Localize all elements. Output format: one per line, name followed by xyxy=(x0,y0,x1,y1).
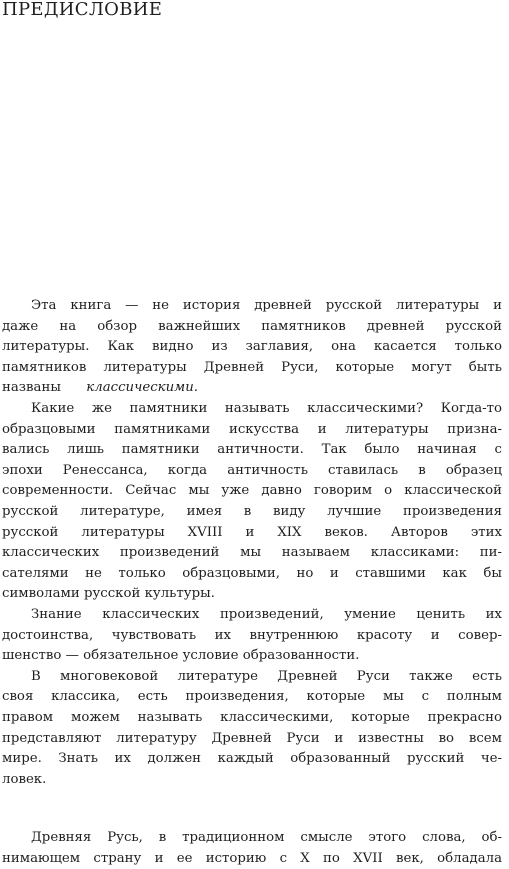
paragraph-2-line-2: образцовыми памятниками искусства и литературы призна- xyxy=(2,421,502,437)
paragraph-4-line-6: ловек. xyxy=(2,771,47,787)
paragraph-4-line-2: своя классика, есть произведения, которые мы с полным xyxy=(2,689,502,705)
paragraph-2-line-1: Какие же памятники называть классическими? Когда-то xyxy=(31,401,502,416)
paragraph-5-line-2: нимающем страну и ее историю с X по XVII век, обладала xyxy=(2,851,502,866)
paragraph-4-line-1: В многовековой литературе Древней Руси также есть xyxy=(31,668,502,684)
paragraph-3-line-1: Знание классических произведений, умение ценить их xyxy=(31,607,502,622)
paragraph-2-line-7: русской литературы XVIII и XIX веков. Авторов этих xyxy=(2,524,502,540)
paragraph-1-line-3: литературы. Как видно из заглавия, она касается только xyxy=(2,339,502,355)
paragraph-2-line-9: сателями не только образцовыми, но и ставшими как бы xyxy=(2,565,502,581)
paragraph-1-line-5 xyxy=(2,378,502,398)
paragraph-4-line-4: представляют литературу Древней Руси и известны во всем xyxy=(2,730,502,746)
paragraph-3-line-3: шенство — обязательное условие образованности. xyxy=(2,648,360,664)
paragraph-2-line-6: русской литературе, имея в виду лучшие произведения xyxy=(2,504,502,519)
paragraph-1-line-4: памятников литературы Древней Руси, которые могут быть xyxy=(2,359,502,375)
paragraph-2-line-3: вались лишь памятники античности. Так было начиная с xyxy=(2,442,502,458)
paragraph-2-line-4: эпохи Ренессанса, когда античность ставилась в образец xyxy=(2,462,502,478)
emphasized-word: классическими. xyxy=(86,380,198,396)
paragraph-4-line-3: правом можем называть классическими, которые прекрасно xyxy=(2,710,502,725)
paragraph-1-line-5-prefix: названы xyxy=(2,380,61,396)
paragraph-2-line-10: символами русской культуры. xyxy=(2,586,215,602)
paragraph-5-line-1: Древняя Русь, в традиционном смысле этого слова, об- xyxy=(31,830,502,846)
paragraph-4-line-5: мире. Знать их должен каждый образованный русский че- xyxy=(2,751,502,767)
paragraph-3-line-2: достоинства, чувствовать их внутреннюю красоту и совер- xyxy=(2,627,502,643)
paragraph-2-line-8: классических произведений мы называем классиками: пи- xyxy=(2,545,502,561)
paragraph-1-line-1: Эта книга — не история древней русской литературы и xyxy=(31,298,502,313)
page-heading: ПРЕДИСЛОВИЕ xyxy=(2,0,163,20)
paragraph-1-line-2: даже на обзор важнейших памятников древней русской xyxy=(2,318,502,334)
paragraph-2-line-5: современности. Сейчас мы уже давно говорим о классической xyxy=(2,483,502,499)
